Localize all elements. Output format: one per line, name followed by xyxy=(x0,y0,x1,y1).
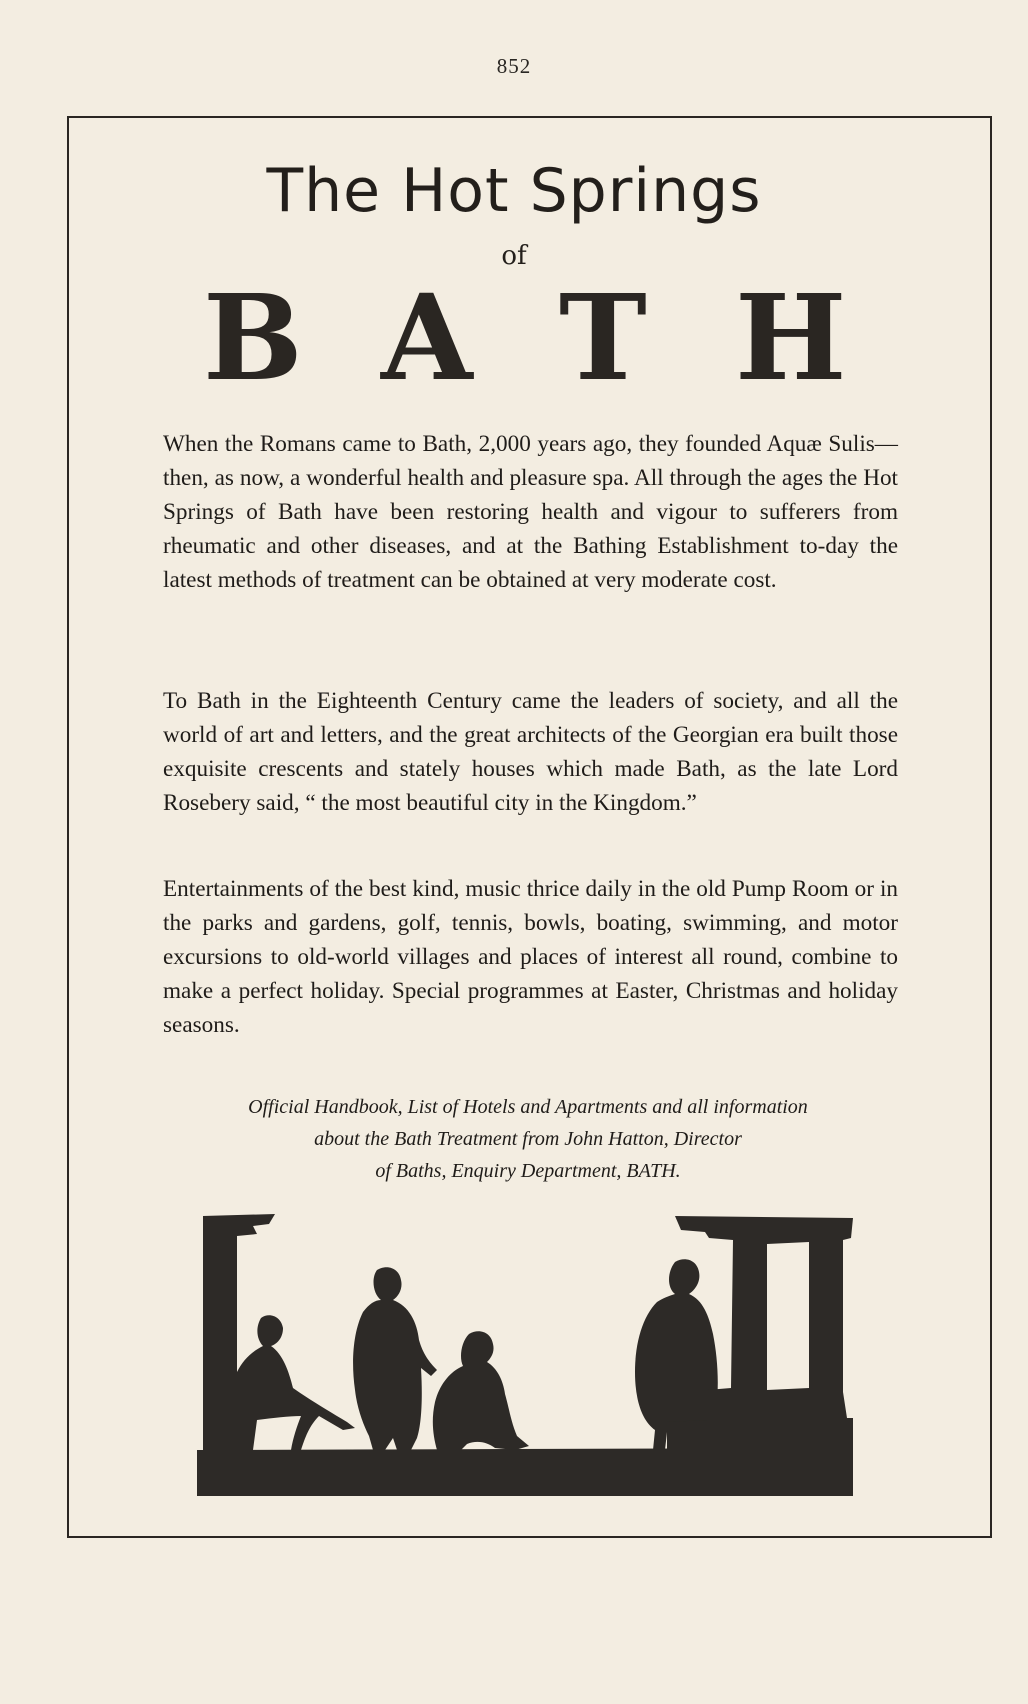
handbook-note-line: Official Handbook, List of Hotels and Apartments and all information xyxy=(248,1096,808,1118)
roman-bathers-silhouette xyxy=(197,1212,853,1496)
paragraph-text: To Bath in the Eighteenth Century came the leaders of society, and all the world of art and letters, and the great architects of the Georgian era built those exquisite crescents and stately houses which made Bath, as the late Lord Rosebery said, “ the most beautiful city in the Kingdom.” xyxy=(163,688,898,816)
bath-letter-t: T xyxy=(559,268,647,407)
bath-letter-a: A xyxy=(381,268,473,407)
standing-figure xyxy=(353,1267,437,1450)
handbook-note-line: of Baths, Enquiry Department, BATH. xyxy=(375,1160,681,1182)
paragraph-text: Entertainments of the best kind, music thrice daily in the old Pump Room or in the parks and gardens, golf, tennis, bowls, boating, swimming, and motor excursions to old-world villages and places of interest all round, combine to make a perfect holiday. Special programmes at Easter, Christmas and holiday seasons. xyxy=(163,876,898,1038)
paragraph-text: When the Romans came to Bath, 2,000 years ago, they founded Aquæ Sulis—then, as now, a wonderful health and pleasure spa. All through the ages the Hot Springs of Bath have been restoring health and vigour to sufferers from rheumatic and other diseases, and at the Bathing Establishment to-day the latest methods of treatment can be obtained at very moderate cost. xyxy=(163,431,898,593)
page-number: 852 xyxy=(496,54,532,78)
bath-letter-h: H xyxy=(735,268,847,407)
paragraph-eighteenth-century xyxy=(163,684,898,820)
paragraph-entertainments xyxy=(163,872,898,1042)
seated-figure xyxy=(237,1315,355,1450)
bath-title xyxy=(203,268,863,407)
crouching-figure xyxy=(433,1331,529,1450)
headline: The Hot Springs xyxy=(266,156,762,226)
handbook-note-line: about the Bath Treatment from John Hatton, Director xyxy=(314,1128,742,1150)
handbook-note xyxy=(160,1091,896,1187)
headline-of: of xyxy=(501,241,527,271)
ground-slab xyxy=(197,1448,853,1496)
bath-letter-b: B xyxy=(203,268,303,407)
paragraph-romans xyxy=(163,427,898,597)
